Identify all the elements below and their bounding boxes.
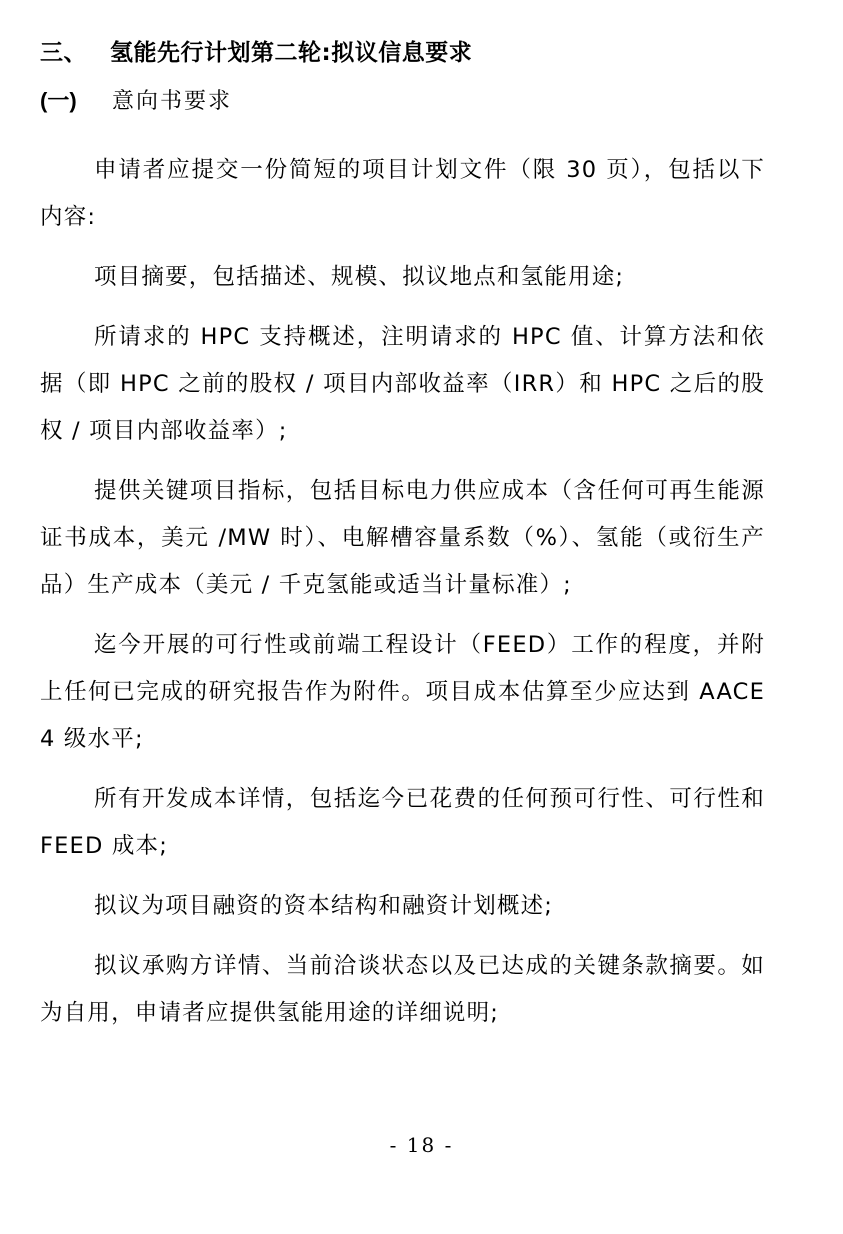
paragraph-key-metrics: 提供关键项目指标，包括目标电力供应成本（含任何可再生能源证书成本，美元 /MW 时）、电解槽容量系数（%）、氢能（或衍生产品）生产成本（美元 / 千克氢能或适当计量标准）; — [40, 478, 765, 598]
section-number: 三、 — [40, 40, 87, 66]
paragraph-development-costs: 所有开发成本详情，包括迄今已花费的任何预可行性、可行性和 FEED 成本; — [40, 786, 765, 859]
page-number: - 18 - — [389, 1133, 454, 1157]
body-text — [40, 147, 765, 1050]
paragraph-financing: 拟议为项目融资的资本结构和融资计划概述; — [94, 893, 554, 919]
subsection-number: (一) — [40, 88, 77, 113]
section-title: 氢能先行计划第二轮:拟议信息要求 — [110, 40, 473, 66]
subsection-heading — [40, 84, 232, 115]
paragraph-project-summary: 项目摘要，包括描述、规模、拟议地点和氢能用途; — [94, 264, 625, 290]
paragraph-offtaker: 拟议承购方详情、当前洽谈状态以及已达成的关键条款摘要。如为自用，申请者应提供氢能用途的详细说明; — [40, 953, 765, 1026]
subsection-title: 意向书要求 — [112, 89, 233, 114]
paragraph-intro: 申请者应提交一份简短的项目计划文件（限 30 页），包括以下内容: — [40, 157, 765, 230]
paragraph-feasibility: 迄今开展的可行性或前端工程设计（FEED）工作的程度，并附上任何已完成的研究报告作为附件。项目成本估算至少应达到 AACE 4 级水平; — [40, 632, 765, 752]
section-heading — [40, 34, 472, 67]
paragraph-hpc-support: 所请求的 HPC 支持概述，注明请求的 HPC 值、计算方法和依据（即 HPC 之前的股权 / 项目内部收益率（IRR）和 HPC 之后的股权 / 项目内部收益率）; — [40, 324, 765, 444]
